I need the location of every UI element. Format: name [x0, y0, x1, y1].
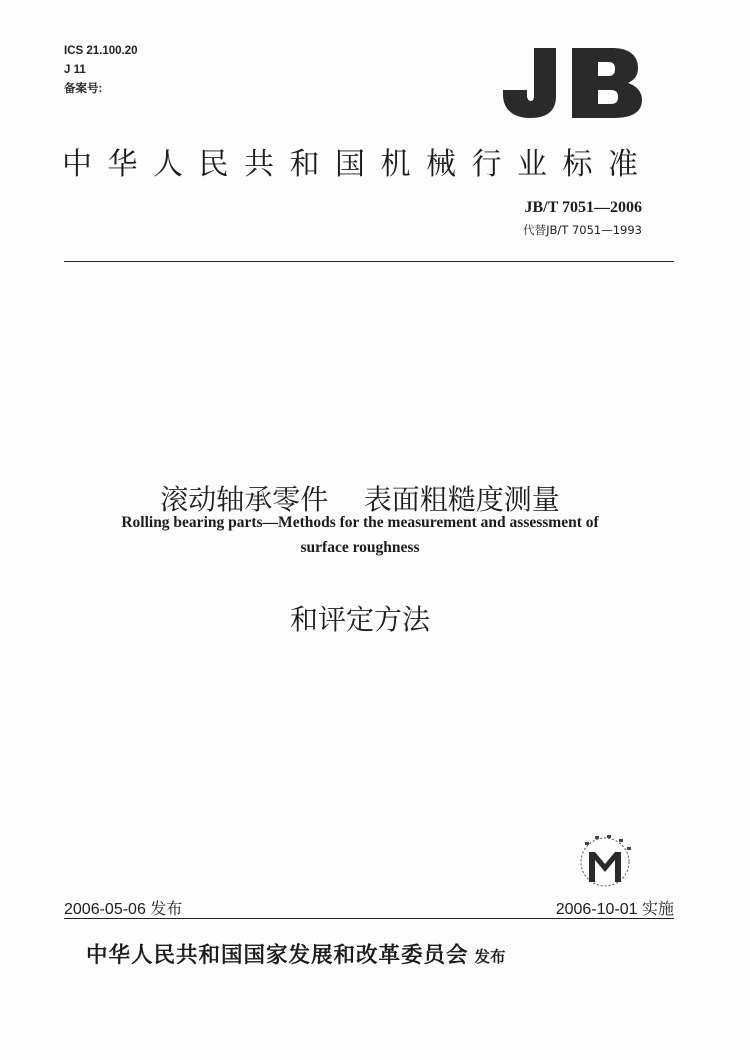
replaces-standard: 代替JB/T 7051—1993 [523, 223, 642, 237]
english-title-line-2: surface roughness [300, 539, 420, 556]
industry-standard-title: 中华人民共和国机械行业标准 [62, 147, 654, 182]
publisher-line [86, 938, 506, 969]
english-title-line-1: Rolling bearing parts—Methods for the measurement and assessment of [121, 514, 599, 531]
issue-date: 2006-05-06 发布 [64, 901, 183, 918]
chinese-title-line-1: 滚动轴承零件 表面粗糙度测量 [160, 483, 560, 516]
jb-logo [500, 46, 644, 120]
bottom-divider [64, 918, 674, 919]
publisher-suffix: 发布 [474, 948, 506, 966]
record-number-label: 备案号: [64, 83, 103, 95]
category-code: J 11 [64, 64, 86, 76]
chinese-title-line-2: 和评定方法 [289, 603, 430, 636]
implementation-date: 2006-10-01 实施 [555, 901, 674, 918]
top-divider [64, 261, 674, 262]
publisher-name: 中华人民共和国国家发展和改革委员会 [86, 943, 469, 968]
english-title [0, 510, 720, 560]
chinese-title [0, 400, 720, 720]
publisher-emblem [567, 830, 643, 890]
classification-block [64, 42, 138, 99]
standard-number: JB/T 7051—2006 [524, 199, 642, 216]
ics-code: ICS 21.100.20 [64, 45, 138, 57]
